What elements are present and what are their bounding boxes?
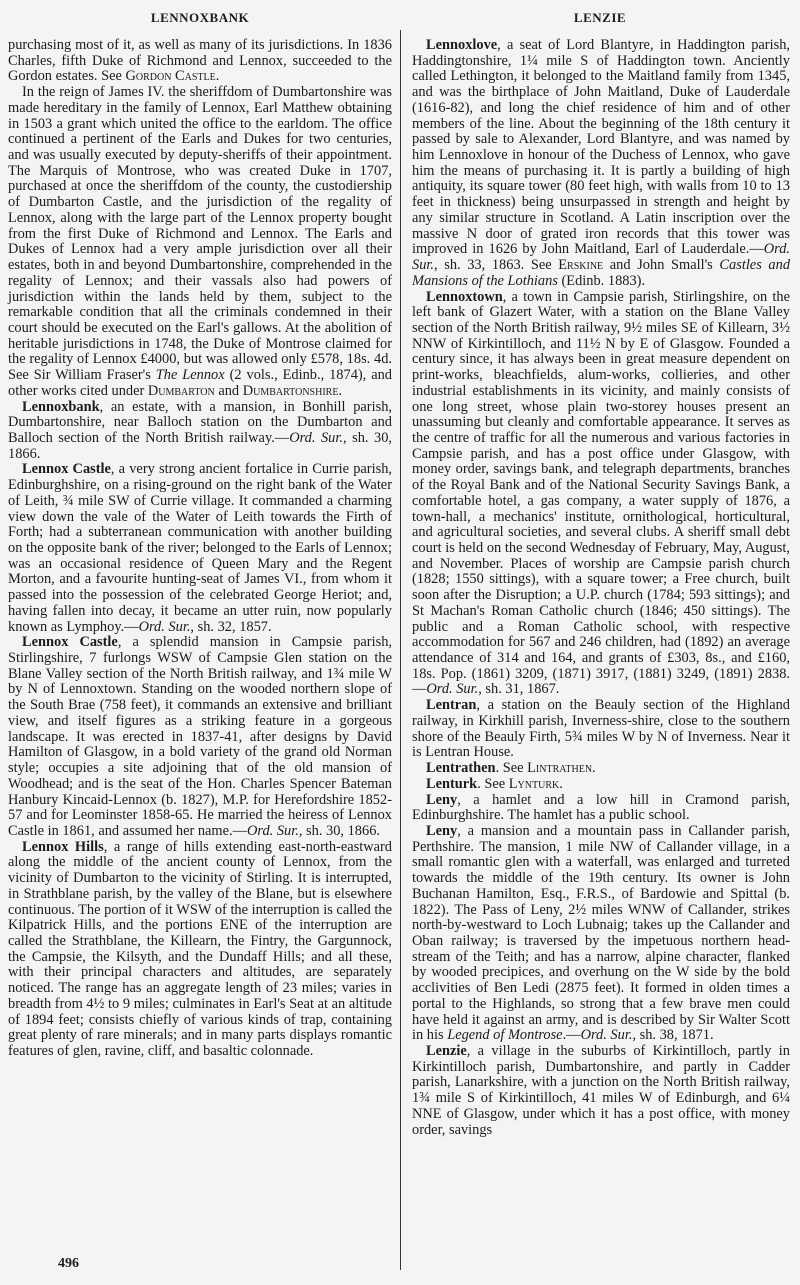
italic-text: Castles and Mansions of the Lothians bbox=[412, 257, 791, 289]
gazetteer-entry bbox=[412, 824, 790, 1044]
gazetteer-entry bbox=[8, 840, 392, 1060]
entry-text: purchasing most of it, as well as many of its jurisdictions. In 1836 Charles, fifth Duke of Richmond and Lennox, succeeded to the Gordon estates. See bbox=[8, 37, 392, 85]
gazetteer-entry bbox=[412, 777, 790, 793]
entry-text: , a mansion and a mountain pass in Callander parish, Perthshire. The mansion, 1 mile NW of Callander village, in a small romantic glen with a waterfall, was enlarged and turreted towards the middle of the 19th century. Its owner is John Buchanan Hamilton, Esq., F.R.S., of Bardowie and Spittal (b. 1822). The Pass of Leny, 2½ miles WNW of Callander, strikes north-by-westward to Loch Lubnaig; takes up the Callander and Oban railway; is traversed by the impetuous northern head-stream of the Teith; and has a narrow, alpine character, flanked by wooded precipices, and overhung on the W side by the bold acclivities of Ben Ledi (2875 feet). It formed in olden times a portal to the Highlands, so strong that a few brave men could have held it against an army, and is described by Sir Walter Scott in his bbox=[412, 822, 790, 1044]
entry-text: , a station on the Beauly section of the Highland railway, in Kirkhill parish, Inverness-shire, close to the southern shore of the Beauly Firth, 5¾ miles W by N of Inverness. Near it is Lentran House. bbox=[412, 697, 790, 761]
cross-reference: Dumbartonshire bbox=[242, 382, 339, 399]
entry-text: , sh. 33, 1863. See bbox=[434, 257, 559, 274]
entry-text: . bbox=[592, 760, 596, 777]
entry-text: .— bbox=[562, 1027, 581, 1044]
entry-headword: Lenzie bbox=[426, 1043, 467, 1059]
entry-text: . See bbox=[477, 775, 509, 792]
entry-text: , a town in Campsie parish, Stirlingshire, on the left bank of Glazert Water, with a station on the Blane Valley section of the North British railway, 9½ miles SE of Killearn, 3½ NNW of Kirkintilloch, and 11½ N by E of Glasgow. Founded a century since, it has always been in great measure dependent on print-works, bleachfields, alum-works, collieries, and other industrial establishments in its vicinity, and mainly consists of one long street, whose plain two-storey houses present an unassuming but cleanly and comfortable appearance. It serves as the centre of traffic for all the numerous and various factories in Campsie parish, and has a post office under Glasgow, with money order, savings bank, and telegraph departments, branches of the Royal Bank and of the National Security Savings Bank, a comfortable hotel, a gas company, a water supply of 1876, a town-hall, a mechanics' institute, ornithological, horticultural, and agricultural societies, and several clubs. A sheriff small debt court is held on the second Wednesday of February, May, August, and November. Places of worship are Campsie parish church (1828; 1550 sittings), with a square tower; a Free church, built soon after the Disruption; a U.P. church (1784; 593 sittings); and St Machan's Roman Catholic church (1846; 450 sittings). The public and a Roman Catholic school, with respective accommodation for 567 and 246 children, had (1892) an average attendance of 314 and 164, and grants of £303, 8s., and £160, 18s. Pop. (1861) 3209, (1871) 3917, (1881) 3249, (1891) 2838.— bbox=[412, 288, 790, 698]
entry-headword: Lentran bbox=[426, 697, 477, 714]
entry-headword: Lennox Castle bbox=[22, 634, 118, 651]
left-column bbox=[8, 38, 392, 1060]
entry-text: , a range of hills extending east-north-eastward along the middle of the ancient county of Lennox, from the vicinity of Dumbarton to the vicinity of Stirling. It is interrupted, in Strathblane parish, by the valley of the Blane, but is elsewhere continuous. The portion of it WSW of the interruption is called the Kilpatrick Hills, and the portions ENE of the interruption are called the Strathblane, the Killearn, the Fintry, the Gargunnock, the Campsie, the Kilsyth, and the Dundaff Hills; and all these, with their principal characters and altitudes, are separately noticed. The range has an aggregate length of 23 miles; varies in breadth from 4½ to 9 miles; culminates in Earl's Seat at an altitude of 1894 feet; consists chiefly of various kinds of trap, containing great plenty of rare minerals; and in many parts displays romantic features of glen, ravine, cliff, and basaltic colonnade. bbox=[8, 838, 392, 1059]
entry-text: and John Small's bbox=[603, 257, 720, 274]
entry-text: . bbox=[338, 382, 343, 399]
cross-reference: Erskine bbox=[558, 257, 604, 274]
italic-text: Legend of Montrose bbox=[447, 1027, 563, 1044]
entry-headword: Leny bbox=[426, 822, 458, 839]
italic-text: Ord. Sur. bbox=[247, 822, 299, 839]
entry-headword: Lenturk bbox=[426, 775, 478, 792]
entry-text: , sh. 32, 1857. bbox=[190, 618, 272, 635]
gazetteer-entry bbox=[8, 635, 392, 839]
cross-reference: Gordon Castle bbox=[125, 68, 216, 85]
entry-text: , a splendid mansion in Campsie parish, Stirlingshire, 7 furlongs WSW of Campsie Glen station on the Blane Valley section of the North British railway, and 1¾ mile W by N of Lennoxtown. Standing on the wooded northern slope of the South Brae (758 feet), it commands an extensive and brilliant view, and itself figures as a striking feature in a gorgeous landscape. It was erected in 1837-41, after designs by David Hamilton of Glasgow, in a bold variety of the grand old Norman style; occupies a site adjoining that of the old mansion of Woodhead; and is the seat of the Hon. Charles Spencer Bateman Hanbury Kincaid-Lennox (b. 1827), M.P. for Herefordshire 1852-57 and for Leominster 1858-65. He married the heiress of Lennox Castle in 1861, and assumed her name.— bbox=[8, 634, 392, 839]
gazetteer-entry bbox=[8, 38, 392, 85]
italic-text: Ord. Sur. bbox=[289, 429, 343, 446]
entry-text: , a seat of Lord Blantyre, in Haddington parish, Haddingtonshire, 1¼ mile S of Haddington town. Anciently called Lethington, it belonged to the Maitland family from 1345, and was the birthplace of John Maitland, Duke of Lauderdale (1616-82), and long the chief residence of him and of other members of the line. About the beginning of the 18th century it passed by sale to Alexander, Lord Blantyre, and was named by him Lennoxlove in honour of the Duchess of Lennox, who gave him the means of purchasing it. It is partly a building of high antiquity, its square tower (80 feet high, with walls from 10 to 13 feet in thickness) being unsurpassed in strength and height by any similar structure in Scotland. A Latin inscription over the massive N door of grated iron records that this tower was improved in 1626 by John Maitland, Earl of Lauderdale.— bbox=[412, 37, 790, 258]
cross-reference: Lintrathen bbox=[527, 760, 593, 777]
entry-headword: Lennoxlove bbox=[426, 37, 498, 53]
entry-text: In the reign of James IV. the sheriffdom of Dumbartonshire was made hereditary in the family of Lennox, Earl Matthew obtaining in 1503 a grant which united the office to the earldom. The office continued a pertinent of the Earls and Dukes for two centuries, and was usually executed by deputy-sheriffs of their appointment. The Marquis of Montrose, who was created Duke in 1707, purchased at once the sheriffdom of the county, the custodiership of Dumbarton Castle, and the jurisdiction of the regality of Lennox, along with the large part of the Lennox property bought from the first Duke of Richmond and Lennox. The Earls and Dukes of Lennox had a very ample jurisdiction over all their estates, both in and beyond Dumbartonshire, comprehended in the regality of Lennox; and their vassals also had powers of jurisdiction within the lands held by them, subject to the remarkable condition that all the criminals condemned in their court should be executed on the Earl's gallows. At the abolition of heritable jurisdictions in 1748, the Duke of Montrose claimed for the regality of Lennox £4000, but was allowed only £578, 18s. 4d. See Sir William Fraser's bbox=[8, 84, 392, 384]
italic-text: Ord. Sur. bbox=[138, 618, 191, 635]
gazetteer-entry bbox=[412, 290, 790, 699]
gazetteer-entry bbox=[8, 400, 392, 463]
running-header-left: LENNOXBANK bbox=[150, 10, 250, 25]
entry-text: , sh. 38, 1871. bbox=[632, 1027, 714, 1044]
cross-reference: Lynturk bbox=[508, 775, 560, 792]
italic-text: The Lennox bbox=[155, 367, 225, 384]
entry-text: . bbox=[559, 775, 563, 792]
italic-text: Ord. Sur. bbox=[426, 681, 479, 698]
gazetteer-entry bbox=[412, 698, 790, 761]
entry-text: , sh. 30, 1866. bbox=[298, 822, 380, 839]
cross-reference: Dumbarton bbox=[147, 382, 215, 399]
gazetteer-entry bbox=[412, 761, 790, 777]
entry-headword: Lentrathen bbox=[426, 760, 496, 777]
entry-text: , a village in the suburbs of Kirkintilloch, partly in Kirkintilloch parish, Dumbartonshire, and partly in Cadder parish, Lanarkshire, with a junction on the North British railway, 1¾ mile S of Kirkintilloch, 41 miles W of Edinburgh, and 6¼ NNE of Glasgow, under which it has a post office, with money order, savings bbox=[412, 1043, 790, 1138]
right-column bbox=[412, 38, 790, 1138]
gazetteer-entry bbox=[412, 38, 790, 290]
gazetteer-entry bbox=[8, 462, 392, 635]
entry-headword: Lennoxbank bbox=[22, 398, 100, 415]
gazetteer-entry bbox=[8, 85, 392, 399]
column-divider bbox=[400, 30, 401, 1270]
gazetteer-entry bbox=[412, 1044, 790, 1138]
entry-headword: Lennox Hills bbox=[22, 838, 104, 855]
italic-text: Ord. Sur. bbox=[412, 241, 790, 274]
entry-text: and bbox=[214, 382, 243, 399]
entry-headword: Leny bbox=[426, 791, 458, 808]
entry-text: . See bbox=[495, 760, 528, 777]
italic-text: Ord. Sur. bbox=[580, 1027, 633, 1044]
entry-headword: Lennox Castle bbox=[22, 461, 111, 478]
gazetteer-entry bbox=[412, 793, 790, 824]
entry-text: , sh. 31, 1867. bbox=[478, 681, 560, 698]
entry-text: . bbox=[215, 68, 220, 85]
entry-text: , a hamlet and a low hill in Cramond parish, Edinburghshire. The hamlet has a public school. bbox=[412, 791, 790, 824]
entry-headword: Lennoxtown bbox=[426, 288, 503, 305]
entry-text: (Edinb. 1883). bbox=[557, 272, 646, 289]
page-number: 496 bbox=[58, 1256, 79, 1271]
entry-text: , a very strong ancient fortalice in Currie parish, Edinburghshire, on a rising-ground on the right bank of the Water of Leith, ¾ mile SW of Currie village. It commanded a charming view down the vale of the Water of Leith towards the Firth of Forth; had a subterranean communication with another building on the opposite bank of the river; belonged to the Earls of Lennox; was an occasional residence of Queen Mary and the Regent Morton, and a favourite hunting-seat of James VI., from whom it passed into the possession of the celebrated George Heriot; and, having fallen into decay, it became an utter ruin, now popularly known as Lymphoy.— bbox=[8, 461, 392, 635]
entry-text: , an estate, with a mansion, in Bonhill parish, Dumbartonshire, near Balloch station on the Dumbarton and Balloch section of the North British railway.— bbox=[8, 398, 392, 446]
entry-text: (2 vols., Edinb., 1874), and other works cited under bbox=[8, 367, 392, 399]
entry-text: , sh. 30, 1866. bbox=[8, 429, 392, 462]
running-header-right: LENZIE bbox=[573, 10, 627, 25]
